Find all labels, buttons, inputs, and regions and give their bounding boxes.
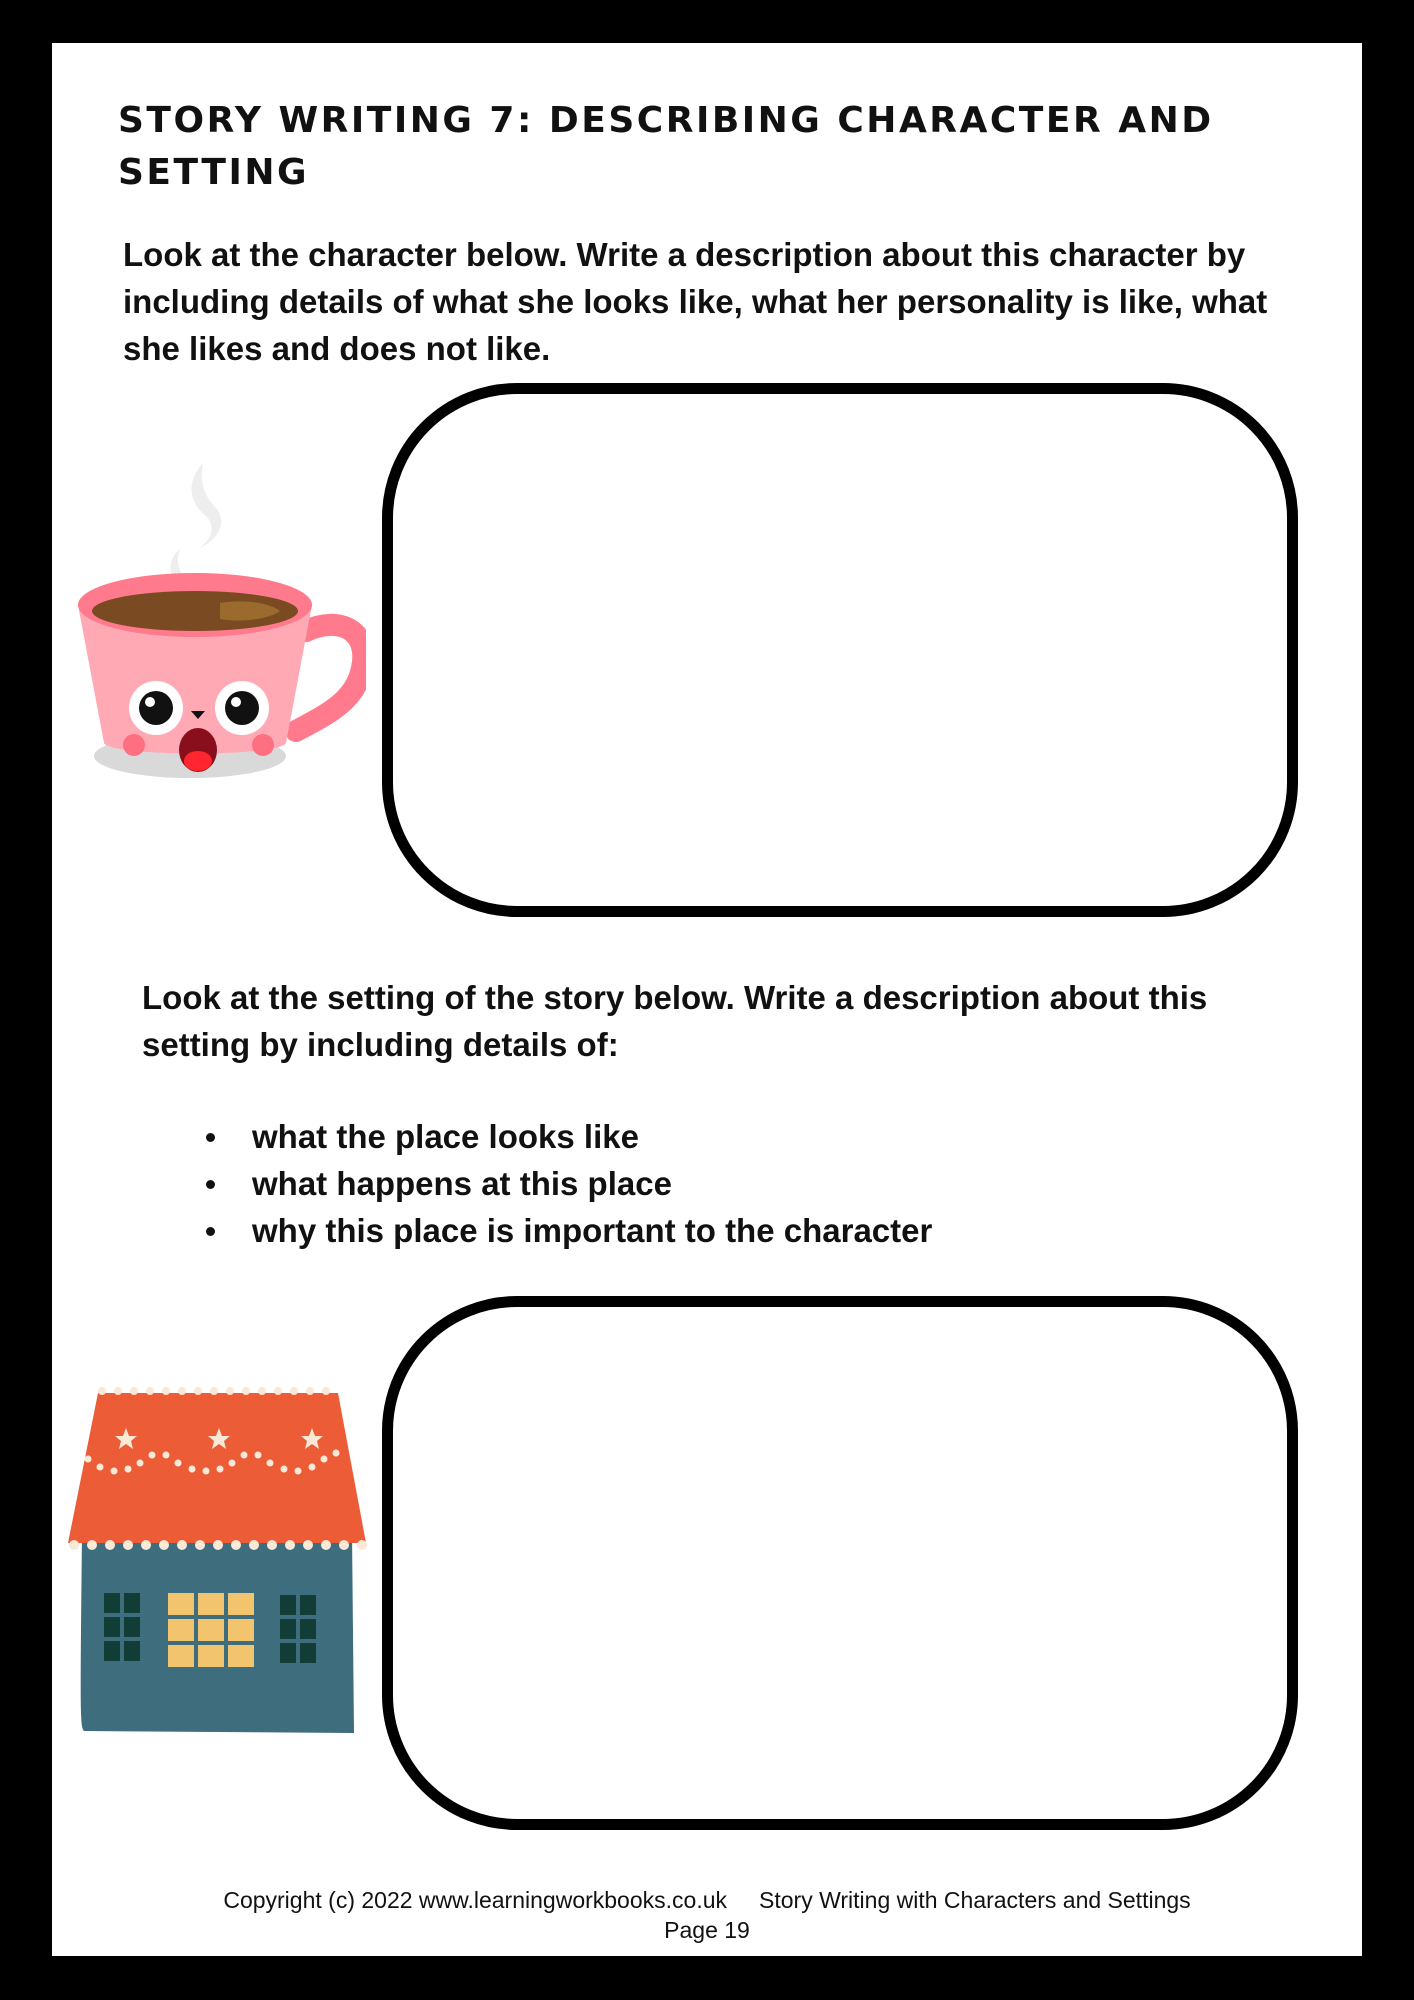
worksheet-page [52,43,1362,1956]
copyright-text: Copyright (c) 2022 www.learningworkbooks.co.uk [223,1887,728,1913]
setting-writing-box[interactable] [382,1296,1298,1830]
page-footer [52,1885,1362,1945]
house-illustration [66,1383,370,1733]
page-number: Page 19 [664,1917,750,1943]
character-instruction: Look at the character below. Write a description about this character by including details of what she looks like, what her personality is like, what she likes and does not like. [123,236,1268,367]
book-title-text: Story Writing with Characters and Settings [759,1887,1191,1913]
coffee-cup-character-illustration [70,453,366,793]
list-item: what the place looks like [200,1113,1200,1160]
setting-instruction: Look at the setting of the story below. Write a description about this setting by including details of: [142,979,1208,1063]
list-item: why this place is important to the character [200,1207,1200,1254]
setting-bullet-list [200,1113,1200,1254]
list-item: what happens at this place [200,1160,1200,1207]
page-title: STORY WRITING 7: DESCRIBING CHARACTER AND SETTING [118,100,1214,193]
character-writing-box[interactable] [382,383,1298,917]
